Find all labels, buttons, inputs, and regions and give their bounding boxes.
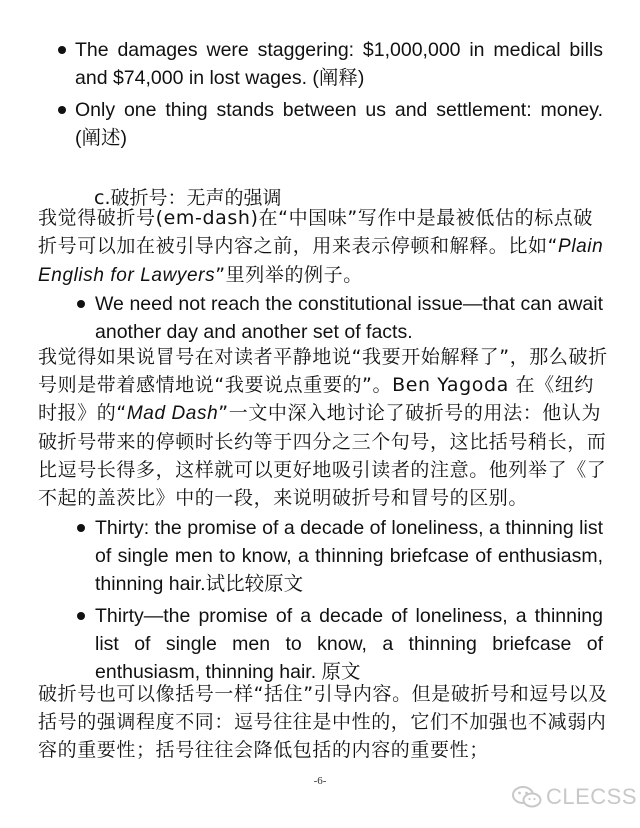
comparison-bullet-list: [95, 514, 603, 686]
example-bullet-list: [95, 290, 603, 346]
list-item: [95, 602, 603, 686]
bullet-dot-icon: [58, 46, 66, 54]
damages-bullet-list: [75, 36, 603, 152]
list-item: [75, 36, 603, 92]
watermark-text: CLECSS: [546, 784, 638, 809]
list-item: [75, 96, 603, 152]
article-title: Mad Dash: [126, 403, 219, 424]
book-title: Plain English for Lawyers: [38, 236, 604, 286]
paragraph-em-dash-intro: [38, 204, 608, 290]
wechat-icon: [512, 785, 542, 809]
watermark: [512, 784, 637, 810]
bullet-text: Thirty: the promise of a decade of loneliness, a thinning list of single men to know, a thinning briefcase of enthusiasm, thinning hair.试比较原文: [95, 517, 603, 595]
bullet-text: The damages were staggering: $1,000,000 in medical bills and $74,000 in lost wages. (阐释): [75, 39, 603, 89]
bullet-text: We need not reach the constitutional issue—that can await another day and another set of facts.: [95, 293, 603, 343]
bullet-text: Only one thing stands between us and settlement: money. (阐述): [75, 99, 603, 149]
para1-text-a: 我觉得破折号(em-dash)在“中国味”写作中是最被低估的标点破折号可以加在被引导内容之前，用来表示停顿和解释。比如“: [38, 207, 594, 257]
paragraph-colon-vs-dash: [38, 343, 608, 512]
bullet-dot-icon: [77, 524, 85, 532]
list-item: [95, 290, 603, 346]
list-item: [95, 514, 603, 598]
bullet-dot-icon: [77, 300, 85, 308]
bullet-text: Thirty—the promise of a decade of loneliness, a thinning list of single men to know, a thinning briefcase of enthusiasm, thinning hair. 原文: [95, 605, 603, 683]
para2-text-b: ”一文中深入地讨论了破折号的用法：他认为破折号带来的停顿时长约等于四分之三个句号，这比括号稍长，而比逗号长得多，这样就可以更好地吸引读者的注意。他列举了《了不起的盖茨比》中的一段，来说明破折号和冒号的区别。: [38, 402, 607, 509]
bullet-dot-icon: [58, 106, 66, 114]
section-heading: c.破折号：无声的强调: [94, 187, 282, 209]
paragraph-dash-vs-parentheses: 破折号也可以像括号一样“括住”引导内容。但是破折号和逗号以及括号的强调程度不同：逗号往往是中性的，它们不加强也不减弱内容的重要性；括号往往会降低包括的内容的重要性；: [38, 683, 608, 761]
para1-text-b: ”里列举的例子。: [215, 264, 363, 286]
para2-text-a: 我觉得如果说冒号在对读者平静地说“我要开始解释了”，那么破折号则是带着感情地说“我要说点重要的”。Ben Yagoda 在《纽约时报》的“: [38, 346, 608, 424]
bullet-dot-icon: [77, 612, 85, 620]
page-number: -6-: [313, 775, 327, 787]
